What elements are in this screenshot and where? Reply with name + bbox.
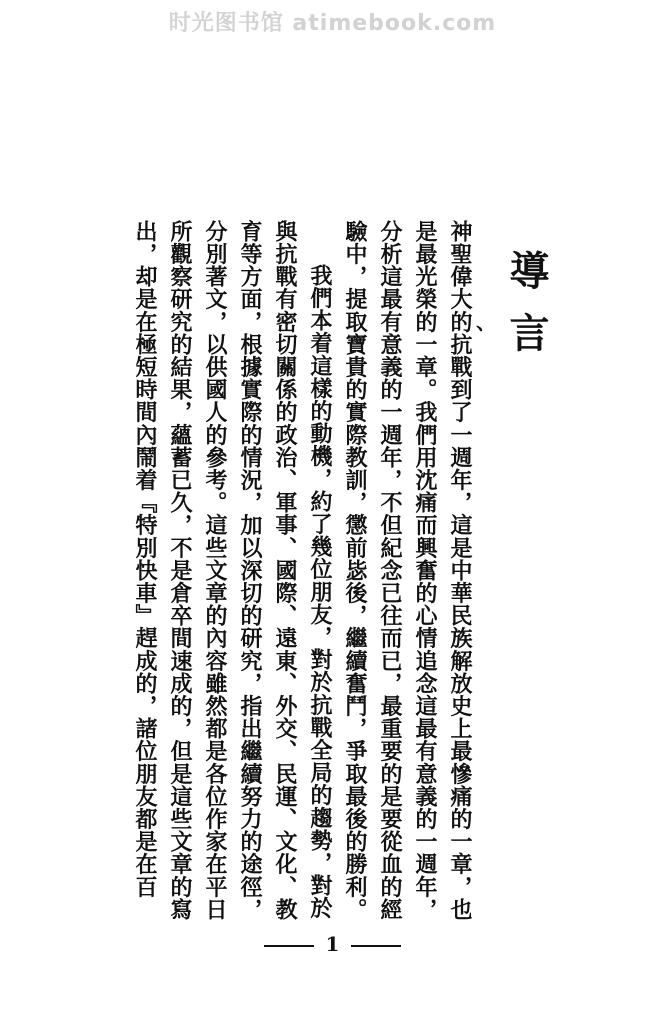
page-number: 1 xyxy=(325,932,340,956)
paragraph-1: 神聖偉大的抗戰到了一週年，這是中華民族解放史上最慘痛的一章，也是最光榮的一章。我們用沈痛而興奮的心情追念這最有意義的一週年，分析這最有意義的一週年，不但紀念已往而已，最重要的是要從血的經驗中，提取寶貴的實際教訓，懲前毖後，繼續奮鬥，爭取最後的勝利。 xyxy=(342,220,473,921)
body-text xyxy=(127,220,477,935)
footer-dash-right xyxy=(351,945,401,947)
page-title: 導言 xyxy=(503,250,550,374)
page-footer xyxy=(0,932,665,956)
watermark-text: 时光图书馆 atimebook.com xyxy=(168,11,497,36)
paragraph-2: 我們本着這樣的動機，約了幾位朋友，對於抗戰全局的趨勢，對於與抗戰有密切關係的政治、軍事、國際、遠東、外交、民運、文化、教育等方面，根據實際的情況，加以深切的研究，指出繼續努力的途徑，分別著文，以供國人的參考。這些文章的內容雖然都是各位作家在平日所觀察研究的結果，蘊蓄已久，不是倉卒間速成的，但是這些文章的寫出，却是在極短時間內鬧着『特別快車』趕成的，諸位朋友都是在百 xyxy=(132,220,333,921)
footer-dash-left xyxy=(264,945,314,947)
title-mark: 、 xyxy=(476,310,496,334)
